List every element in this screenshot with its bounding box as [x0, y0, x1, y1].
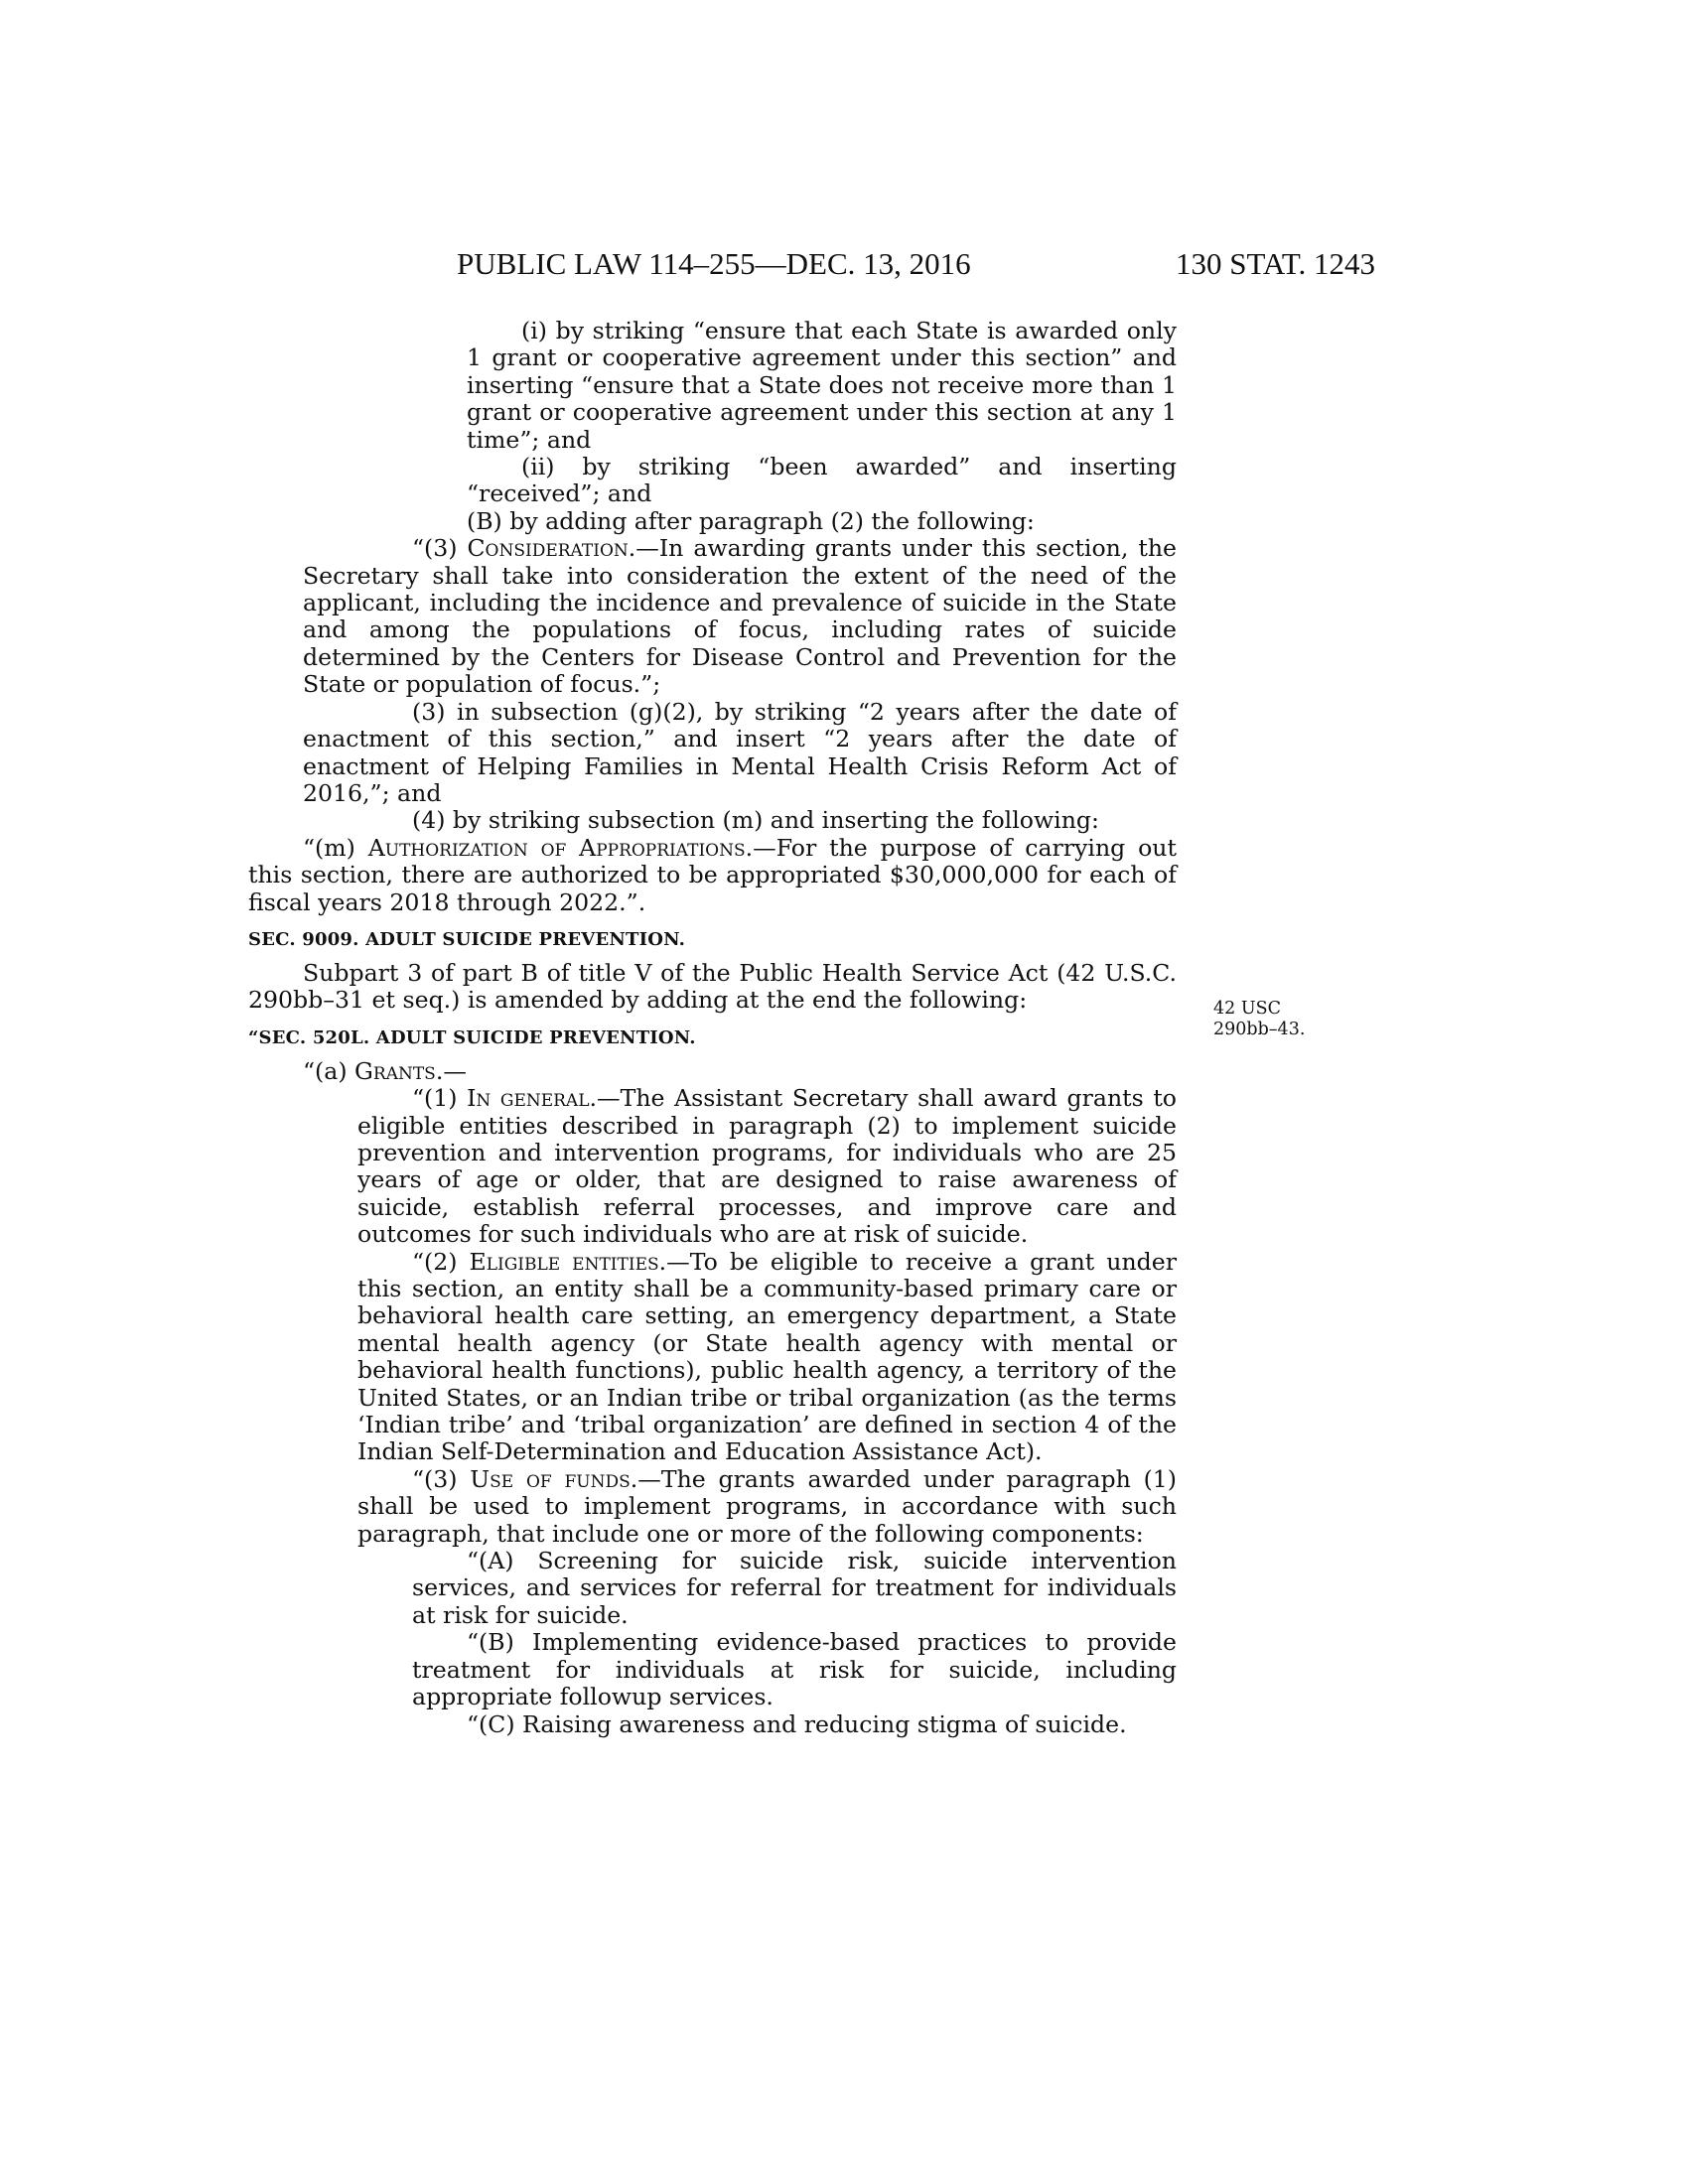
- margin-citation-line: 290bb–43.: [1213, 1020, 1306, 1039]
- paragraph-text: .—The Assistant Secretary shall award grants to eligible entities described in paragraph (2) to implement suicide prevention and intervention programs, for individuals who are 25 years of age or older, that are designed to raise awareness of suicide, establish referral processes, and improve care and outcomes for such individuals who are at risk of suicide.: [357, 1084, 1178, 1249]
- paragraph: (i) by striking “ensure that each State is awarded only 1 grant or cooperative agreement under this section” and inserting “ensure that a State does not receive more than 1 grant or cooperative agreement under this section at any 1 time”; and: [467, 317, 1177, 454]
- paragraph-heading: In general: [467, 1084, 590, 1113]
- page-header: [457, 246, 1375, 286]
- paragraph: (ii) by striking “been awarded” and inserting “received”; and: [467, 453, 1177, 508]
- paragraph: “(B) Implementing evidence-based practices to provide treatment for individuals at risk for suicide, including appropriate followup services.: [412, 1628, 1177, 1711]
- paragraph-heading: Authorization of Appropriations: [367, 833, 746, 862]
- paragraph-number: “(m): [303, 833, 368, 862]
- paragraph-heading: Consideration: [467, 534, 629, 563]
- paragraph-text: .—To be eligible to receive a grant under this section, an entity shall be a community-based primary care or behavioral health care setting, an emergency department, a State mental health agency (or State health agency with mental or behavioral health functions), public health agency, a territory of the United States, or an Indian tribe or tribal organization (as the terms ‘Indian tribe’ and ‘tribal organization’ are defined in section 4 of the Indian Self-Determination and Education Assistance Act).: [357, 1247, 1178, 1466]
- paragraph-heading: Use of funds: [470, 1464, 631, 1493]
- paragraph: “(C) Raising awareness and reducing stigma of suicide.: [467, 1709, 1127, 1738]
- paragraph: [303, 1249, 1177, 1466]
- section-heading: “SEC. 520L. ADULT SUICIDE PREVENTION.: [248, 1026, 696, 1048]
- running-head: PUBLIC LAW 114–255—DEC. 13, 2016: [457, 246, 971, 281]
- paragraph-text: .—The grants awarded under paragraph (1) shall be used to implement programs, in accordance with such paragraph, that include one or more of the following components:: [357, 1464, 1177, 1548]
- paragraph-number: “(3): [412, 534, 468, 563]
- page-number: 130 STAT. 1243: [1175, 246, 1375, 281]
- paragraph-text: .—For the purpose of carrying out this section, there are authorized to be appropriated $30,000,000 for each of fiscal years 2018 through 2022.”.: [248, 833, 1177, 916]
- paragraph: (B) by adding after paragraph (2) the following:: [467, 506, 1035, 535]
- paragraph-heading: Eligible entities: [469, 1247, 659, 1276]
- paragraph-number: “(3): [412, 1464, 471, 1493]
- paragraph-text: .—: [435, 1056, 467, 1085]
- paragraph: (3) in subsection (g)(2), by striking “2 years after the date of enactment of this section,” and insert “2 years after the date of enactment of Helping Families in Mental Health Crisis Reform Act of 2016,”; and: [303, 697, 1177, 807]
- paragraph: “(A) Screening for suicide risk, suicide intervention services, and services for referral for treatment for individuals at risk for suicide.: [412, 1547, 1177, 1629]
- paragraph-heading: Grants: [354, 1056, 436, 1085]
- document-body: [248, 317, 1178, 1738]
- paragraph-number: “(2): [412, 1247, 470, 1276]
- margin-citation-line: 42 USC: [1213, 999, 1281, 1019]
- paragraph: [248, 1058, 1177, 1085]
- paragraph: [303, 535, 1177, 698]
- section-heading: SEC. 9009. ADULT SUICIDE PREVENTION.: [248, 928, 686, 950]
- paragraph: (4) by striking subsection (m) and inserting the following:: [412, 806, 1099, 835]
- paragraph: [303, 1466, 1177, 1548]
- paragraph: Subpart 3 of part B of title V of the Public Health Service Act (42 U.S.C. 290bb–31 et seq.) is amended by adding at the end the following:: [248, 958, 1177, 1015]
- paragraph: [303, 1085, 1177, 1248]
- paragraph-text: .—In awarding grants under this section, the Secretary shall take into consideration the extent of the need of the applicant, including the incidence and prevalence of suicide in the State and among the populations of focus, including rates of suicide determined by the Centers for Disease Control and Prevention for the State or population of focus.”;: [303, 534, 1178, 699]
- paragraph-number: “(1): [412, 1084, 468, 1113]
- paragraph: [248, 835, 1177, 916]
- paragraph-number: “(a): [303, 1056, 355, 1085]
- margin-citation: [1213, 999, 1333, 1040]
